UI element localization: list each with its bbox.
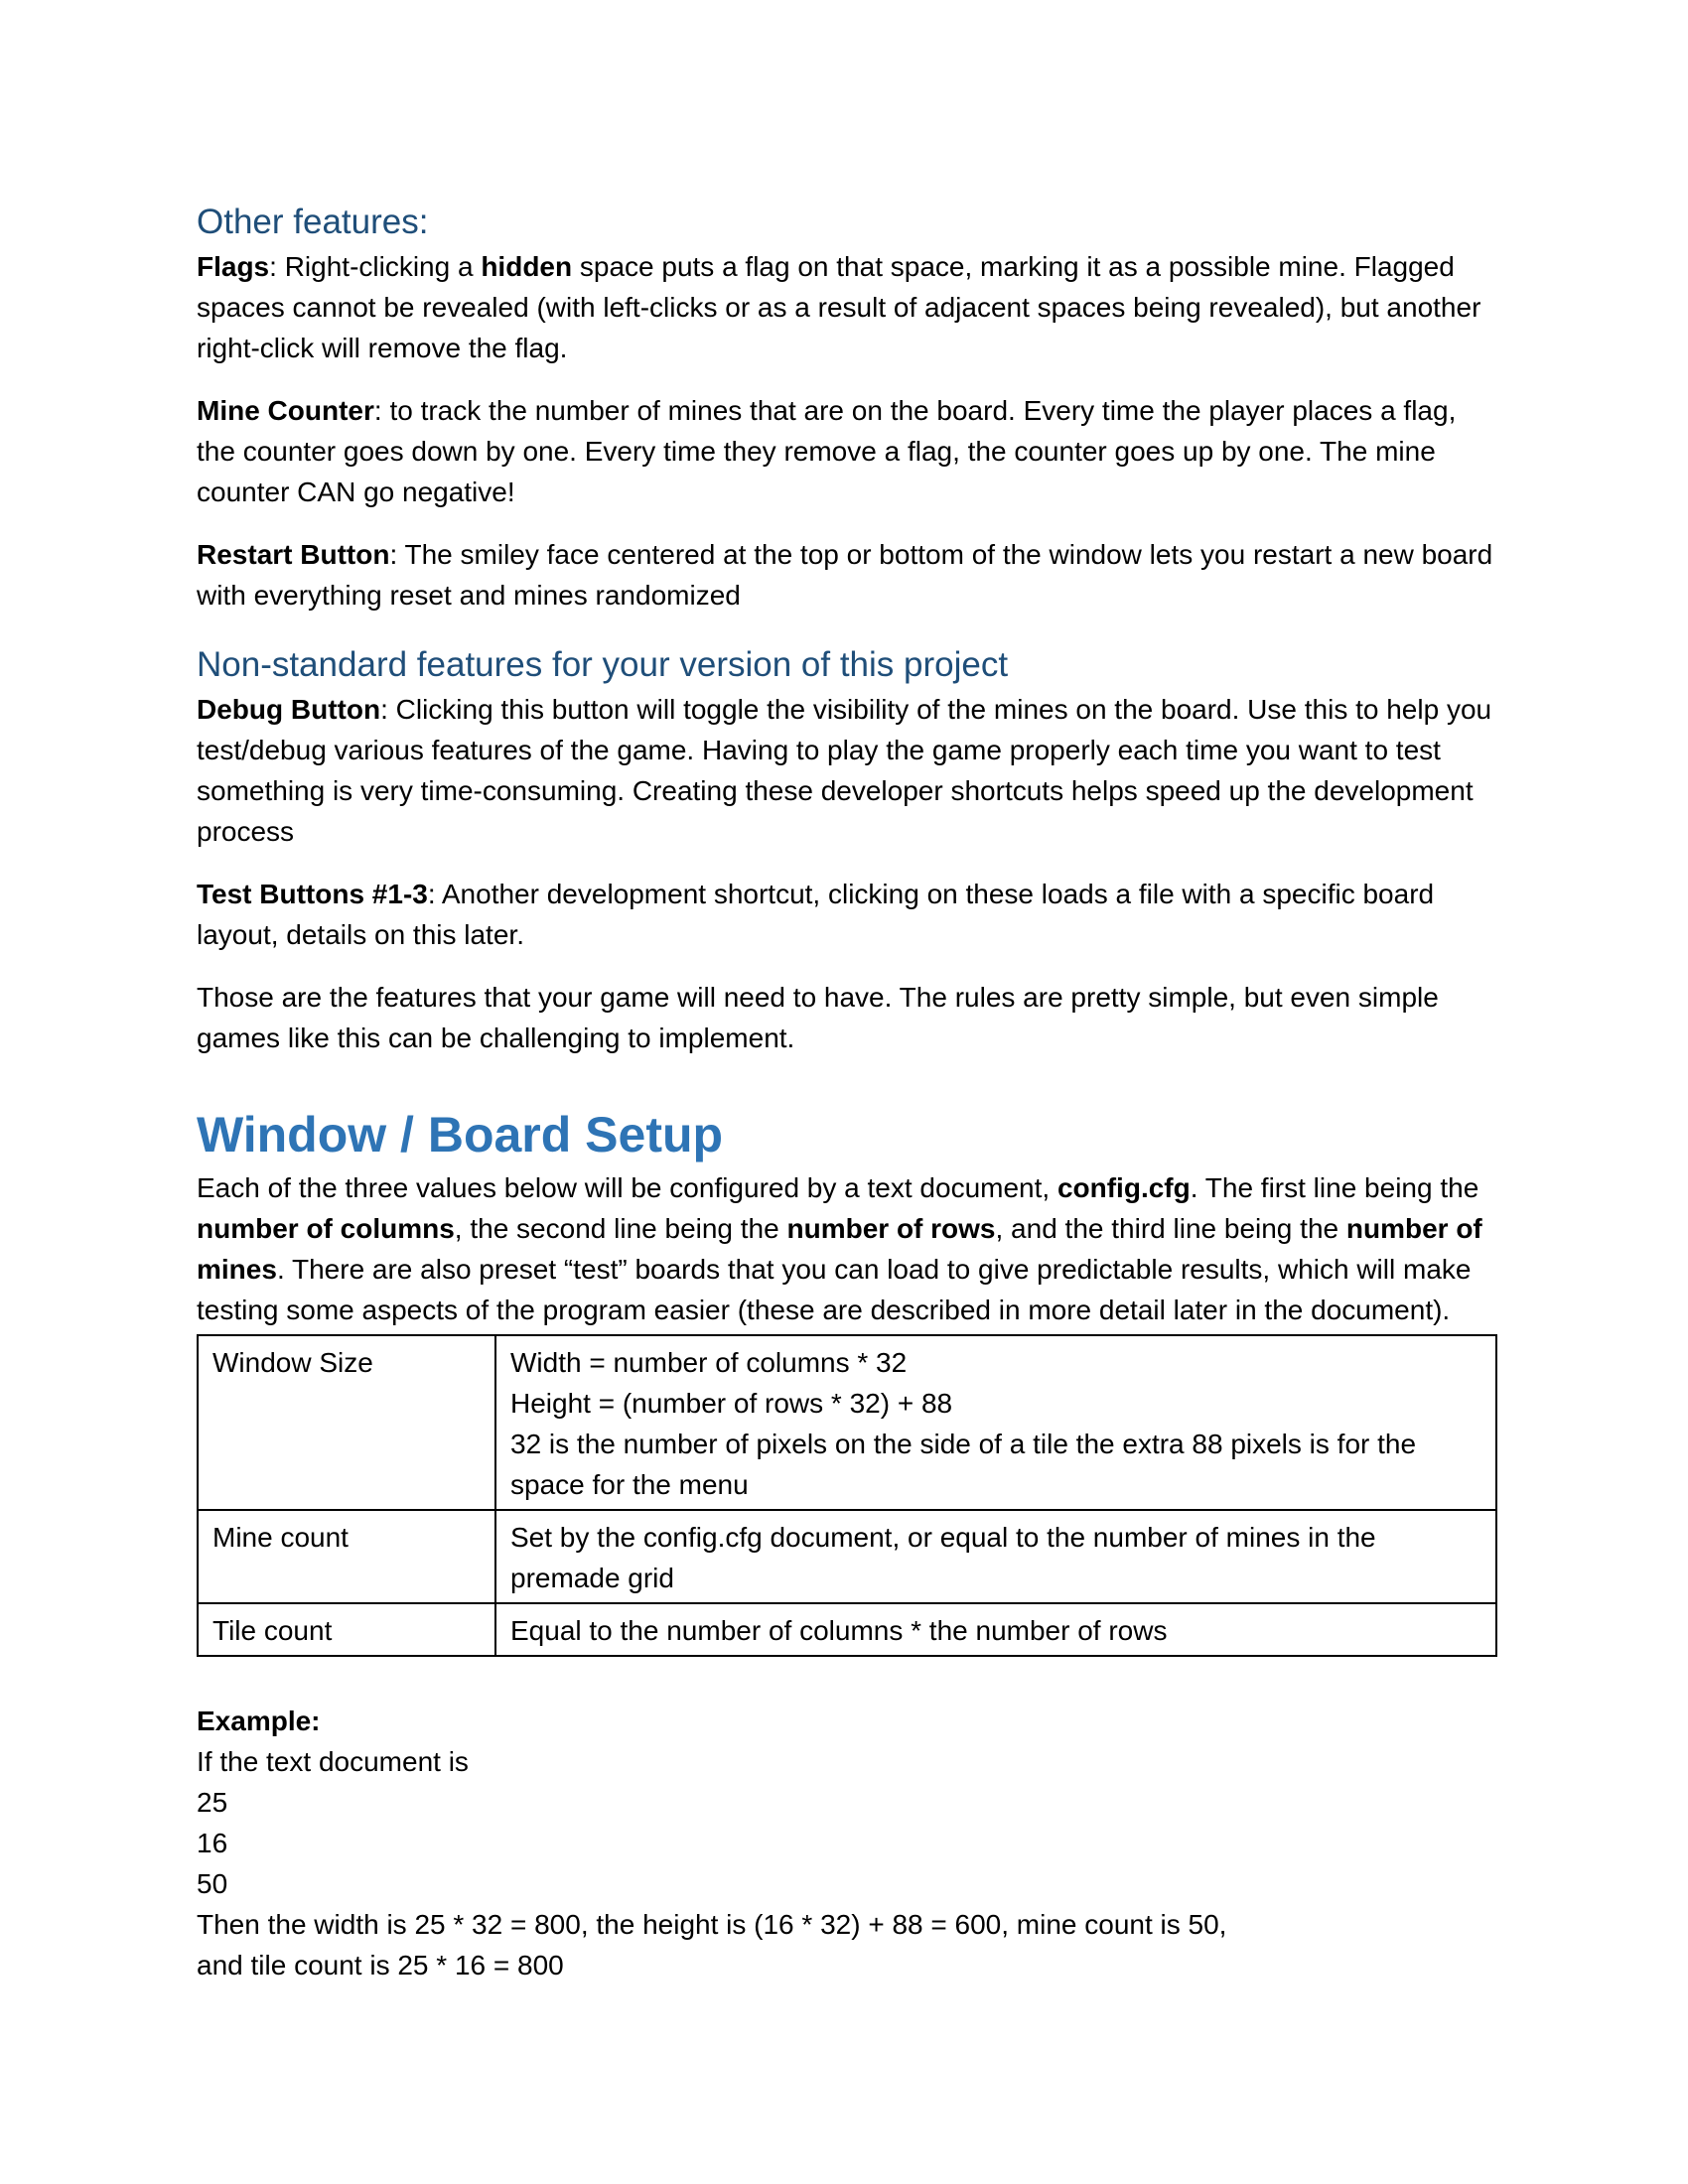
table-cell-value: [495, 1603, 1496, 1656]
window-board-setup-heading: Window / Board Setup: [197, 1107, 724, 1162]
intro-text-5: . There are also preset “test” boards that you can load to give predictable results, which will make testing some aspects of the program easier (these are described in more detail later in the document).: [197, 1254, 1472, 1325]
table-cell-line: Equal to the number of columns * the number of rows: [510, 1615, 1168, 1646]
table-cell-line: Width = number of columns * 32: [510, 1347, 908, 1378]
setup-intro-paragraph: [197, 1167, 1497, 1330]
example-line: 16: [197, 1828, 228, 1858]
example-line: If the text document is: [197, 1746, 469, 1777]
debug-button-text: : Clicking this button will toggle the visibility of the mines on the board. Use this to help you test/debug various features of the game. Having to play the game properly each time you want to test something is very time-consuming. Creating these developer shortcuts helps speed up the development process: [197, 694, 1492, 847]
closing-paragraph: Those are the features that your game will need to have. The rules are pretty simple, but even simple games like this can be challenging to implement.: [197, 982, 1439, 1053]
table-cell-line: 32 is the number of pixels on the side of a tile the extra 88 pixels is for the space for the menu: [510, 1429, 1417, 1500]
table-cell-line: Height = (number of rows * 32) + 88: [510, 1388, 953, 1419]
other-features-heading: Other features:: [197, 203, 429, 241]
debug-button-term: Debug Button: [197, 694, 381, 725]
intro-config-file: config.cfg: [1056, 1172, 1191, 1203]
flags-text-2: space puts a flag on that space, marking it as a possible mine. Flagged spaces cannot be revealed (with left-clicks or as a result of adjacent spaces being revealed), but another right-click will remove the flag.: [197, 251, 1481, 363]
intro-columns-term: number of columns: [197, 1213, 455, 1244]
mine-counter-paragraph: [197, 390, 1497, 512]
intro-text-3: , the second line being the: [454, 1213, 787, 1244]
table-cell-value: [495, 1335, 1496, 1510]
document-page: [197, 199, 1497, 1985]
restart-button-text: : The smiley face centered at the top or bottom of the window lets you restart a new board with everything reset and mines randomized: [197, 539, 1493, 611]
intro-text-1: Each of the three values below will be configured by a text document,: [197, 1172, 1057, 1203]
debug-button-paragraph: [197, 689, 1497, 852]
table-row: [198, 1510, 1496, 1603]
nonstandard-features-heading: Non-standard features for your version of this project: [197, 645, 1009, 684]
table-cell-line: Set by the config.cfg document, or equal to the number of mines in the premade grid: [510, 1522, 1376, 1593]
restart-button-term: Restart Button: [197, 539, 390, 570]
intro-rows-term: number of rows: [786, 1213, 996, 1244]
table-cell-label: Mine count: [198, 1510, 495, 1603]
table-cell-label: Window Size: [198, 1335, 495, 1510]
example-label-text: Example:: [197, 1706, 321, 1736]
mine-counter-term: Mine Counter: [197, 395, 374, 426]
intro-text-4: , and the third line being the: [995, 1213, 1346, 1244]
table-row: [198, 1335, 1496, 1510]
flags-term: Flags: [197, 251, 270, 282]
example-label: [197, 1701, 1497, 1741]
flags-text-1: : Right-clicking a: [269, 251, 482, 282]
example-line: 25: [197, 1787, 228, 1818]
restart-button-paragraph: [197, 534, 1497, 615]
example-line: 50: [197, 1868, 228, 1899]
test-buttons-text: : Another development shortcut, clicking on these loads a file with a specific board layout, details on this later.: [197, 879, 1435, 950]
example-line: Then the width is 25 * 32 = 800, the height is (16 * 32) + 88 = 600, mine count is 50,: [197, 1909, 1227, 1940]
flags-hidden-term: hidden: [481, 251, 573, 282]
intro-text-2: . The first line being the: [1190, 1172, 1479, 1203]
example-line: and tile count is 25 * 16 = 800: [197, 1950, 564, 1980]
flags-paragraph: [197, 246, 1497, 368]
table-row: [198, 1603, 1496, 1656]
mine-counter-text: : to track the number of mines that are on the board. Every time the player places a flag, the counter goes down by one. Every time they remove a flag, the counter goes up by one. The mine counter CAN go negative!: [197, 395, 1457, 507]
table-cell-label: Tile count: [198, 1603, 495, 1656]
table-cell-value: [495, 1510, 1496, 1603]
test-buttons-paragraph: [197, 874, 1497, 955]
test-buttons-term: Test Buttons #1-3: [197, 879, 428, 909]
intro-mines-term: number of mines: [197, 1213, 1482, 1285]
setup-table: [197, 1334, 1497, 1657]
